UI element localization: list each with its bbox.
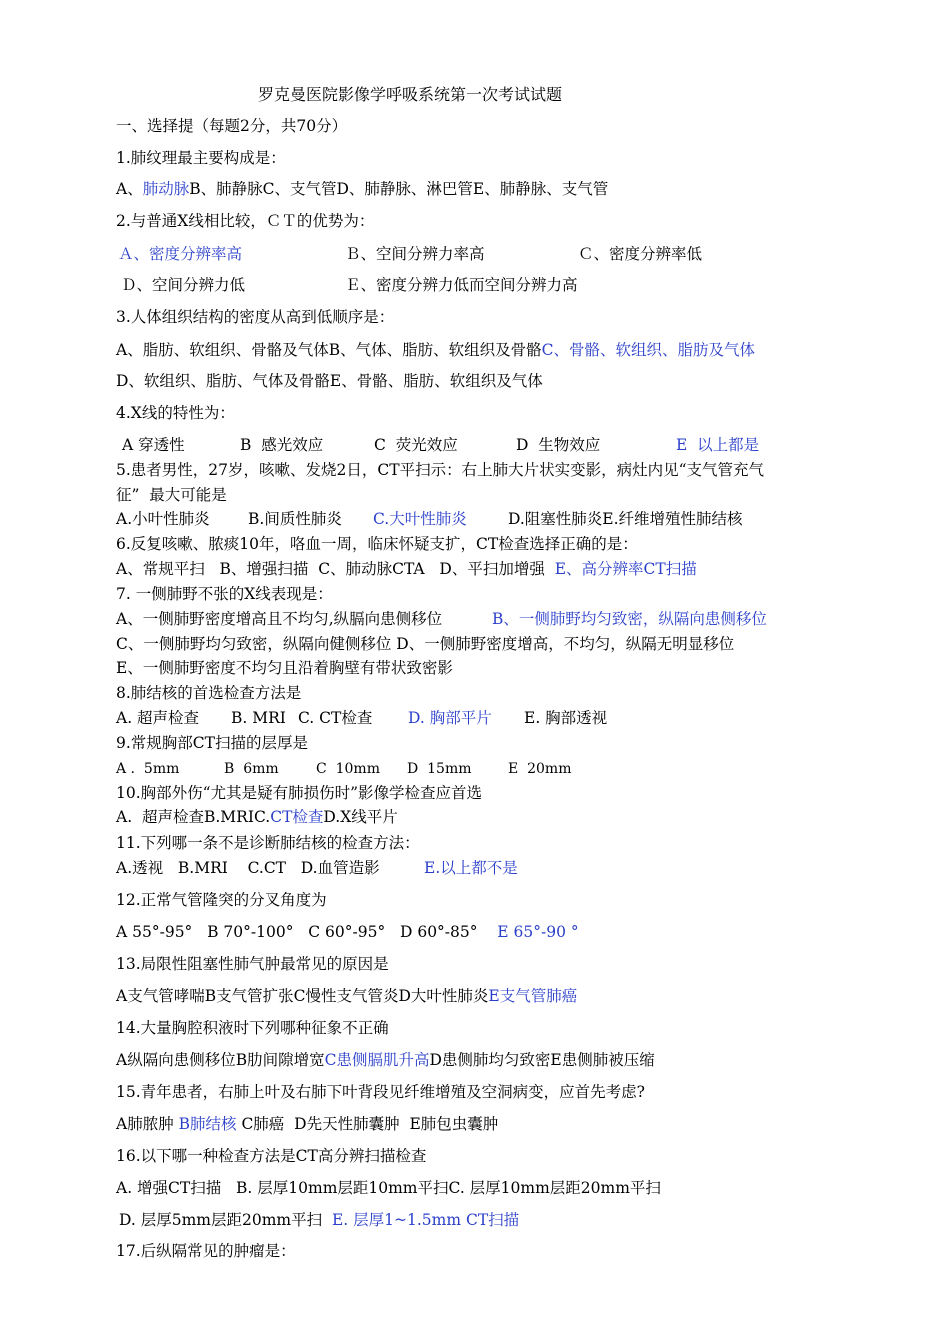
- question-13-options: [116, 985, 577, 1007]
- option-b: B.间质性肺炎: [248, 510, 342, 528]
- answer-highlight: C患侧膈肌升高: [324, 1051, 430, 1069]
- option-c: Ｃ、密度分辨率低: [578, 245, 703, 263]
- question-14: 14.大量胸腔积液时下列哪种征象不正确: [116, 1019, 389, 1037]
- option-c: C 10mm: [316, 761, 380, 777]
- option-b: B. MRI: [231, 709, 286, 727]
- option-label: A、: [116, 180, 143, 198]
- option-de: D.阻塞性肺炎E.纤维增殖性肺结核: [508, 510, 743, 528]
- question-3: 3.人体组织结构的密度从高到低顺序是：: [116, 308, 395, 326]
- question-1: 1.肺纹理最主要构成是：: [116, 149, 286, 167]
- answer-highlight: Ａ、密度分辨率高: [118, 245, 243, 263]
- question-11-options: A.透视 B.MRI C.CT D.血管造影: [116, 859, 380, 877]
- question-3-options: [116, 339, 755, 361]
- question-11: 11.下列哪一条不是诊断肺结核的检查方法：: [116, 834, 420, 852]
- answer-highlight: CT检查: [270, 808, 324, 826]
- answer-highlight: E、高分辨率CT扫描: [554, 560, 697, 578]
- option-text: C肺癌 D先天性肺囊肿 E肺包虫囊肿: [236, 1115, 499, 1133]
- option-text: A、脂肪、软组织、骨骼及气体B、气体、脂肪、软组织及骨骼: [116, 341, 542, 359]
- option-text: D. 层厚5mm层距20mm平扫: [119, 1211, 323, 1229]
- option-text: A 55°-95° B 70°-100° C 60°-95° D 60°-85°: [116, 923, 478, 941]
- question-1-options: [116, 178, 608, 200]
- question-4: 4.X线的特性为：: [116, 404, 235, 422]
- option-text: A肺脓肿: [116, 1115, 179, 1133]
- question-6-options: [116, 558, 697, 580]
- option-c: C. CT检查: [298, 709, 373, 727]
- answer-highlight: E.以上都不是: [424, 859, 518, 877]
- question-6: 6.反复咳嗽、脓痰10年，咯血一周，临床怀疑支扩，CT检查选择正确的是：: [116, 535, 638, 553]
- question-5-cont: 征” 最大可能是: [116, 486, 227, 504]
- question-12: 12.正常气管隆突的分叉角度为: [116, 891, 327, 909]
- option-b: B 6mm: [224, 761, 279, 777]
- option-e: E. 胸部透视: [524, 709, 608, 727]
- question-15: 15.青年患者，右肺上叶及右肺下叶背段见纤维增殖及空洞病变，应首先考虑?: [116, 1083, 645, 1101]
- question-3-options-2: D、软组织、脂肪、气体及骨骼E、骨骼、脂肪、软组织及气体: [116, 372, 543, 390]
- answer-highlight: E. 层厚1~1.5mm CT扫描: [331, 1211, 520, 1229]
- option-text: A支气管哮喘B支气管扩张C慢性支气管炎D大叶性肺炎: [116, 987, 489, 1005]
- question-16: 16.以下哪一种检查方法是CT高分辨扫描检查: [116, 1147, 427, 1165]
- answer-highlight: C、骨骼、软组织、脂肪及气体: [541, 341, 755, 359]
- answer-highlight: C.大叶性肺炎: [373, 510, 467, 528]
- option-text: D.X线平片: [323, 808, 398, 826]
- answer-highlight: B、一侧肺野均匀致密，纵隔向患侧移位: [492, 610, 767, 628]
- option-text: A纵隔向患侧移位B肋间隙增宽: [116, 1051, 325, 1069]
- page-title: 罗克曼医院影像学呼吸系统第一次考试试题: [258, 85, 563, 104]
- option-d: D 15mm: [407, 761, 472, 777]
- answer-highlight: E 以上都是: [676, 436, 760, 454]
- question-16-options: A. 增强CT扫描 B. 层厚10mm层距10mm平扫C. 层厚10mm层距20mm平扫: [116, 1179, 661, 1197]
- answer-highlight: B肺结核: [178, 1115, 237, 1133]
- answer-highlight: E支气管肺癌: [488, 987, 578, 1005]
- question-2: 2.与普通X线相比较，ＣＴ的优势为：: [116, 212, 375, 230]
- question-10-options: [116, 806, 398, 828]
- option-e: Ｅ、密度分辨力低而空间分辨力高: [345, 276, 578, 294]
- question-14-options: [116, 1049, 655, 1071]
- question-5: 5.患者男性，27岁，咳嗽、发烧2日，CT平扫示：右上肺大片状实变影，病灶内见“支气管充气: [116, 461, 764, 479]
- option-e: E 20mm: [508, 761, 572, 777]
- question-17: 17.后纵隔常见的肿瘤是：: [116, 1242, 296, 1260]
- question-10: 10.胸部外伤“尤其是疑有肺损伤时”影像学检查应首选: [116, 784, 482, 802]
- option-c: C 荧光效应: [374, 436, 458, 454]
- option-text: B、肺静脉C、支气管D、肺静脉、淋巴管E、肺静脉、支气管: [189, 180, 609, 198]
- option-b: Ｂ、空间分辨力率高: [345, 245, 485, 263]
- answer-highlight: 肺动脉: [142, 180, 190, 198]
- option-a: A 穿透性: [122, 436, 185, 454]
- option-d: D 生物效应: [516, 436, 601, 454]
- question-9: 9.常规胸部CT扫描的层厚是: [116, 734, 308, 752]
- answer-highlight: D. 胸部平片: [408, 709, 492, 727]
- option-a: A . 5mm: [116, 761, 180, 777]
- question-13: 13.局限性阻塞性肺气肿最常见的原因是: [116, 955, 389, 973]
- option-d: Ｄ、空间分辨力低: [121, 276, 246, 294]
- question-15-options: [116, 1113, 498, 1135]
- option-text: A、常规平扫 B、增强扫描 C、肺动脉CTA D、平扫加增强: [116, 560, 545, 578]
- option-a: A、一侧肺野密度增高且不均匀,纵膈向患侧移位: [116, 610, 443, 628]
- question-7: 7. 一侧肺野不张的X线表现是：: [116, 585, 333, 603]
- question-8: 8.肺结核的首选检查方法是: [116, 684, 302, 702]
- option-cd: C、一侧肺野均匀致密，纵隔向健侧移位 D、一侧肺野密度增高，不均匀，纵隔无明显移位: [116, 635, 735, 653]
- option-b: B 感光效应: [240, 436, 324, 454]
- option-text: D患侧肺均匀致密E患侧肺被压缩: [429, 1051, 655, 1069]
- option-e: E、一侧肺野密度不均匀且沿着胸壁有带状致密影: [116, 659, 453, 677]
- option-a: A.小叶性肺炎: [116, 510, 210, 528]
- question-12-options: [116, 921, 579, 943]
- question-16-options-2: [119, 1209, 519, 1231]
- section-heading: 一、选择提（每题2分，共70分）: [116, 117, 348, 135]
- answer-highlight: E 65°-90 °: [497, 923, 579, 941]
- option-text: A. 超声检查B.MRIC.: [116, 808, 271, 826]
- option-a: A. 超声检查: [116, 709, 200, 727]
